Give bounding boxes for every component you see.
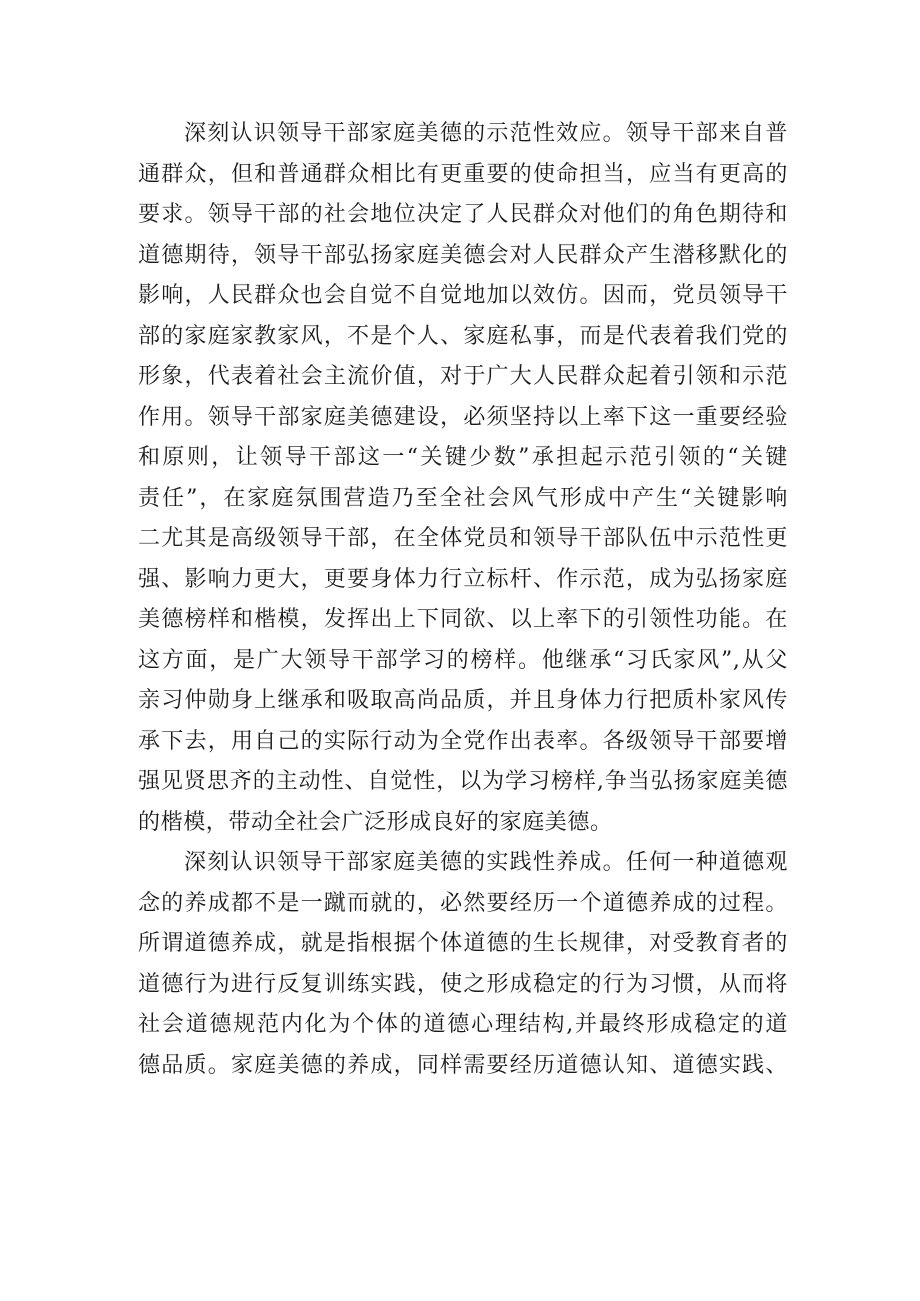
text-line: 强、影响力更大，更要身体力行立标杆、作示范，成为弘扬家庭 [138, 566, 788, 592]
text-line: 承下去，用自己的实际行动为全党作出表率。各级领导干部要增 [138, 728, 788, 754]
text-line: 的楷模，带动全社会广泛形成良好的家庭美德。 [138, 809, 613, 835]
text-line: 二尤其是高级领导干部，在全体党员和领导干部队伍中示范性更 [138, 526, 788, 551]
text-line: 社会道德规范内化为个体的道德心理结构,并最终形成稳定的道 [138, 1012, 788, 1037]
text-line: 德品质。家庭美德的养成，同样需要经历道德认知、道德实践、 [138, 1052, 788, 1078]
text-line: 要求。领导干部的社会地位决定了人民群众对他们的角色期待和 [138, 202, 788, 227]
text-line: 这方面，是广大领导干部学习的榜样。他继承“习氏家风”,从父 [138, 647, 788, 673]
text-line: 责任”，在家庭氛围营造乃至全社会风气形成中产生“关键影响 [138, 485, 788, 511]
text-line: 道德期待，领导干部弘扬家庭美德会对人民群众产生潜移默化的 [138, 242, 788, 268]
text-line: 深刻认识领导干部家庭美德的实践性养成。任何一种道德观 [184, 850, 788, 875]
text-line: 亲习仲勋身上继承和吸取高尚品质，并且身体力行把质朴家风传 [138, 688, 788, 713]
text-line: 部的家庭家教家风，不是个人、家庭私事，而是代表着我们党的 [138, 323, 788, 349]
text-line: 形象，代表着社会主流价值，对于广大人民群众起着引领和示范 [138, 364, 788, 389]
body-text [138, 114, 788, 1086]
text-line: 强见贤思齐的主动性、自觉性，以为学习榜样,争当弘扬家庭美德 [138, 769, 788, 794]
text-line: 通群众，但和普通群众相比有更重要的使命担当，应当有更高的 [138, 161, 788, 187]
text-line: 美德榜样和楷模，发挥出上下同欲、以上率下的引领性功能。在 [138, 607, 788, 632]
text-line: 作用。领导干部家庭美德建设，必须坚持以上率下这一重要经验 [138, 404, 788, 430]
text-line: 道德行为进行反复训练实践，使之形成稳定的行为习惯，从而将 [138, 971, 788, 997]
text-line: 所谓道德养成，就是指根据个体道德的生长规律，对受教育者的 [138, 931, 788, 956]
paragraph-1 [138, 114, 788, 843]
text-line: 念的养成都不是一蹴而就的，必然要经历一个道德养成的过程。 [138, 890, 788, 916]
text-line: 深刻认识领导干部家庭美德的示范性效应。领导干部来自普 [184, 121, 788, 146]
text-line: 和原则，让领导干部这一“关键少数”承担起示范引领的“关键 [138, 445, 788, 470]
paragraph-2 [138, 843, 788, 1086]
text-line: 影响，人民群众也会自觉不自觉地加以效仿。因而，党员领导干 [138, 283, 788, 308]
